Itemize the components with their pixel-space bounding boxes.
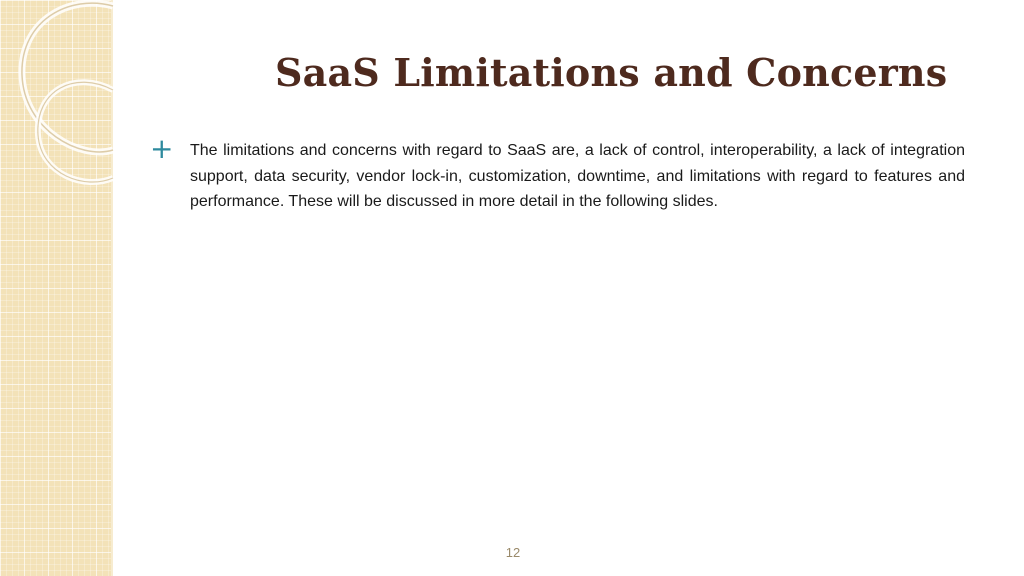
bullet-text: The limitations and concerns with regard to SaaS are, a lack of control, interoperability, a lack of integration support, data security, vendor lock-in, customization, downtime, and limitations with regard to features and performance. These will be discussed in more detail in the following slides. xyxy=(190,142,965,210)
bullet-item xyxy=(150,132,965,215)
swirl-ornament-icon xyxy=(0,0,140,200)
plus-icon: + xyxy=(150,132,174,165)
page-number: 12 xyxy=(505,545,521,560)
slide-title: SaaS Limitations and Concerns xyxy=(275,50,948,95)
